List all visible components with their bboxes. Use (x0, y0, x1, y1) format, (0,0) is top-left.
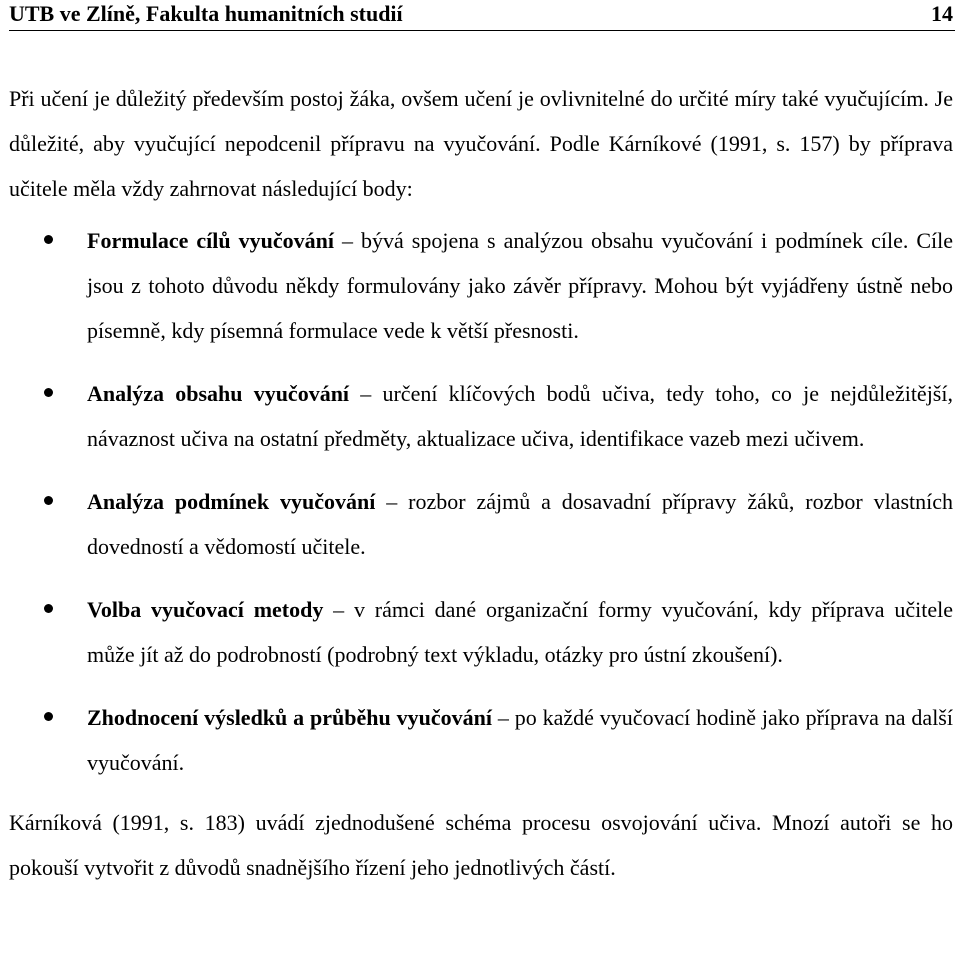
item-text: – po každé vyučovací hodině jako příprava na další vyučování. (87, 705, 953, 775)
closing-paragraph: Kárníková (1991, s. 183) uvádí zjednodušené schéma procesu osvojování učiva. Mnozí autoři se ho pokouší vytvořit z důvodů snadnějšího řízení jeho jednotlivých částí. (9, 810, 953, 880)
item-text: – určení klíčových bodů učiva, tedy toho, co je nejdůležitější, návaznost učiva na ostatní předměty, aktualizace učiva, identifikace vazeb mezi učivem. (87, 381, 953, 451)
list-item (9, 695, 953, 785)
item-term: Volba vyučovací metody (87, 597, 324, 622)
bullet-icon (44, 604, 53, 613)
document-body (9, 76, 953, 890)
bullet-icon (44, 496, 53, 505)
bullet-icon (44, 235, 53, 244)
intro-paragraph: Při učení je důležitý především postoj žáka, ovšem učení je ovlivnitelné do určité míry také vyučujícím. Je důležité, aby vyučující nepodcenil přípravu na vyučování. Podle Kárníkové (1991, s. 157) by příprava učitele měla vždy zahrnovat následující body: (9, 86, 953, 201)
item-term: Zhodnocení výsledků a průběhu vyučování (87, 705, 492, 730)
item-term: Formulace cílů vyučování (87, 228, 334, 253)
header-title: UTB ve Zlíně, Fakulta humanitních studií (9, 1, 403, 26)
item-text: – bývá spojena s analýzou obsahu vyučování i podmínek cíle. Cíle jsou z tohoto důvodu někdy formulovány jako závěr přípravy. Mohou být vyjádřeny ústně nebo písemně, kdy písemná formulace vede k větší přesnosti. (87, 228, 954, 343)
page-number: 14 (931, 1, 953, 26)
item-term: Analýza podmínek vyučování (87, 489, 376, 514)
bullet-icon (44, 712, 53, 721)
preparation-points-list (9, 218, 953, 785)
item-text: – rozbor zájmů a dosavadní přípravy žáků, rozbor vlastních dovedností a vědomostí učitele. (87, 489, 953, 559)
page-header (9, 0, 955, 31)
list-item (9, 587, 953, 677)
item-term: Analýza obsahu vyučování (87, 381, 350, 406)
list-item (9, 479, 953, 569)
list-item (9, 371, 953, 461)
list-item (9, 218, 953, 353)
item-text: – v rámci dané organizační formy vyučování, kdy příprava učitele může jít až do podrobností (podrobný text výkladu, otázky pro ústní zkoušení). (87, 597, 954, 667)
bullet-icon (44, 388, 53, 397)
